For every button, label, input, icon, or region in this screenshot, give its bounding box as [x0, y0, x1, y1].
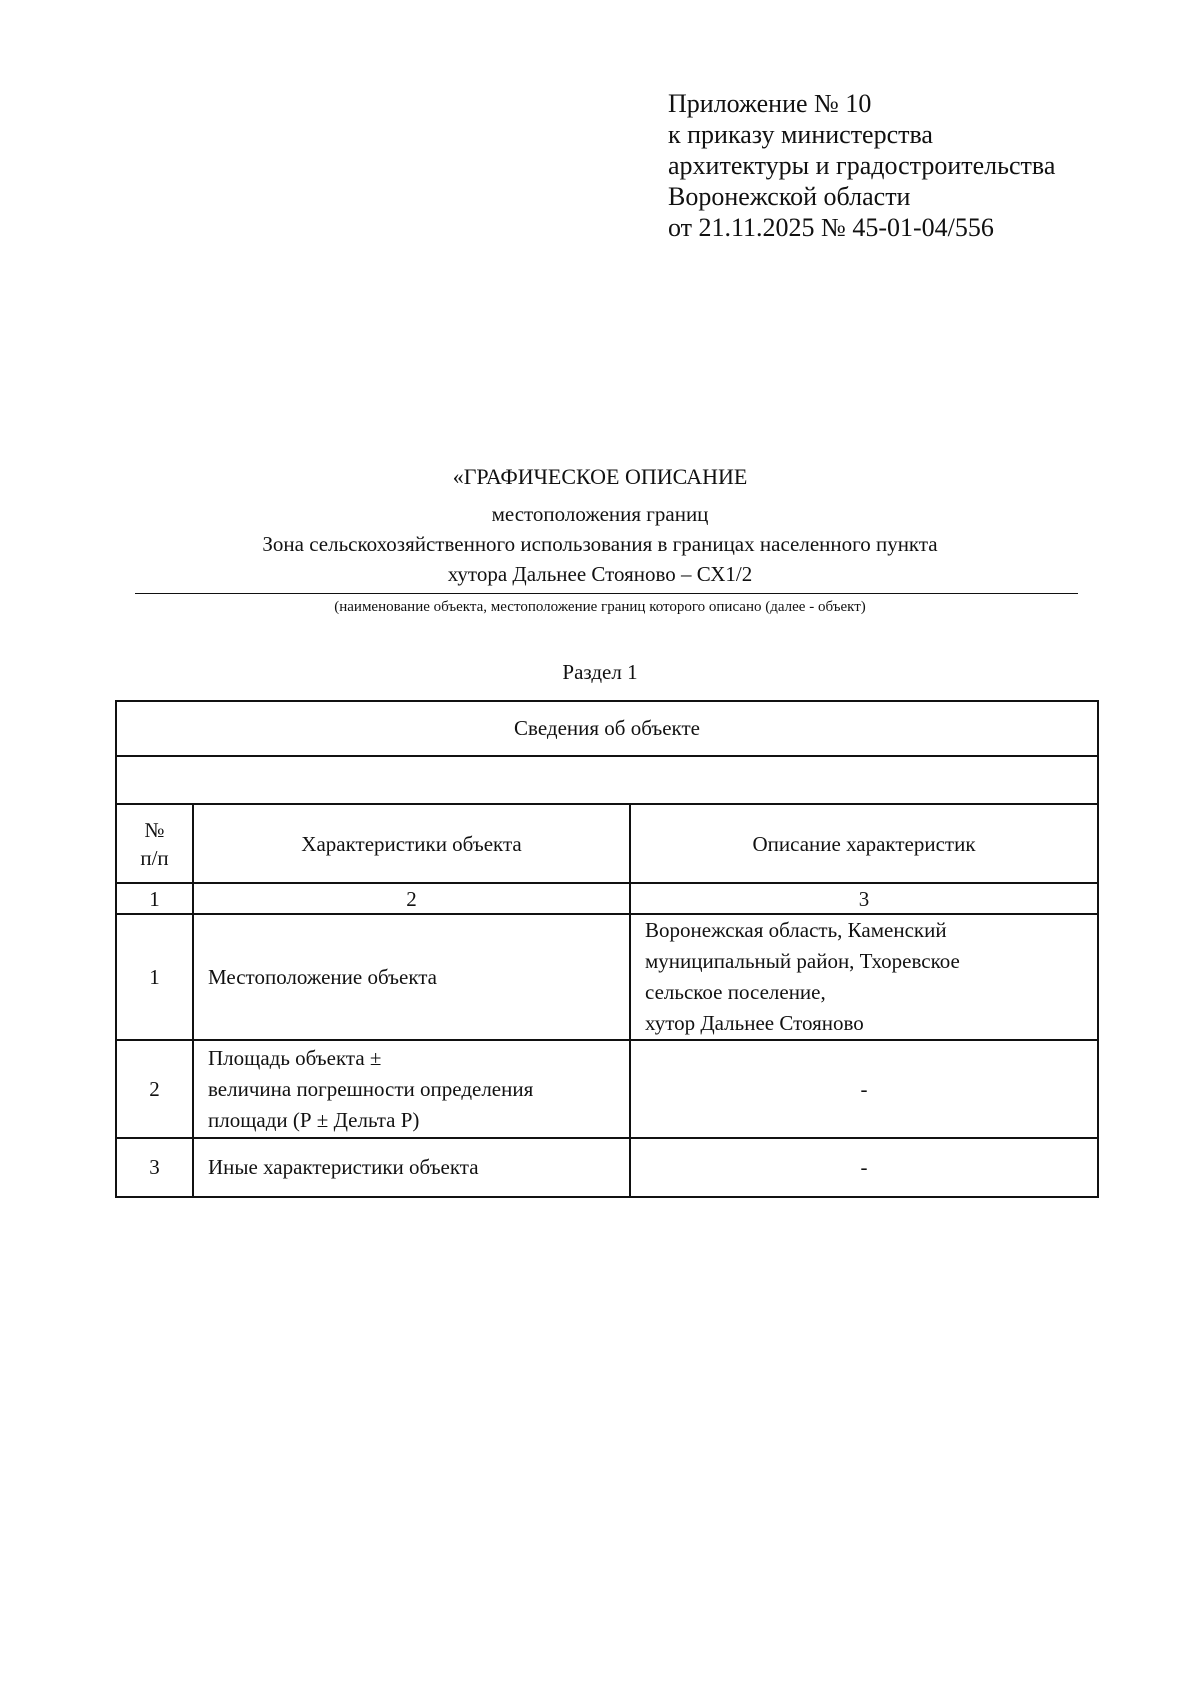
- column-number: 2: [193, 883, 630, 914]
- row-number: 1: [116, 914, 193, 1040]
- object-info-table: [115, 700, 1099, 1198]
- row-description: Воронежская область, Каменский муниципальный район, Тхоревское сельское поселение, хутор Дальнее Стояново: [630, 914, 1098, 1040]
- row-number: 2: [116, 1040, 193, 1138]
- table-row: [116, 1138, 1098, 1197]
- table-empty-row: [116, 756, 1098, 804]
- appendix-line: Приложение № 10: [668, 89, 872, 118]
- column-number: 1: [116, 883, 193, 914]
- object-name-underline: [135, 593, 1078, 594]
- appendix-line: Воронежской области: [668, 182, 911, 211]
- appendix-line: от 21.11.2025 № 45-01-04/556: [668, 213, 994, 242]
- object-name-line-2: хутора Дальнее Стояново – СХ1/2: [447, 562, 753, 586]
- document-subtitle: местоположения границ: [491, 502, 709, 526]
- row-characteristic: Местоположение объекта: [193, 914, 630, 1040]
- column-header-number: № п/п: [116, 804, 193, 883]
- table-row: [116, 914, 1098, 1040]
- object-name-line-1: Зона сельскохозяйственного использования в границах населенного пункта: [262, 532, 938, 556]
- row-description: -: [630, 1138, 1098, 1197]
- row-characteristic: Иные характеристики объекта: [193, 1138, 630, 1197]
- appendix-line: к приказу министерства: [668, 120, 933, 149]
- table-row: [116, 1040, 1098, 1138]
- row-description: -: [630, 1040, 1098, 1138]
- column-header-description: Описание характеристик: [630, 804, 1098, 883]
- row-number: 3: [116, 1138, 193, 1197]
- column-number: 3: [630, 883, 1098, 914]
- row-characteristic: Площадь объекта ± величина погрешности определения площади (Р ± Дельта Р): [193, 1040, 630, 1138]
- section-label: Раздел 1: [562, 660, 638, 684]
- table-title: Сведения об объекте: [116, 701, 1098, 756]
- document-title: «ГРАФИЧЕСКОЕ ОПИСАНИЕ: [452, 464, 748, 489]
- appendix-line: архитектуры и градостроительства: [668, 151, 1056, 180]
- column-header-characteristic: Характеристики объекта: [193, 804, 630, 883]
- appendix-block: [668, 88, 1055, 243]
- object-name-caption: (наименование объекта, местоположение границ которого описано (далее - объект): [334, 599, 866, 615]
